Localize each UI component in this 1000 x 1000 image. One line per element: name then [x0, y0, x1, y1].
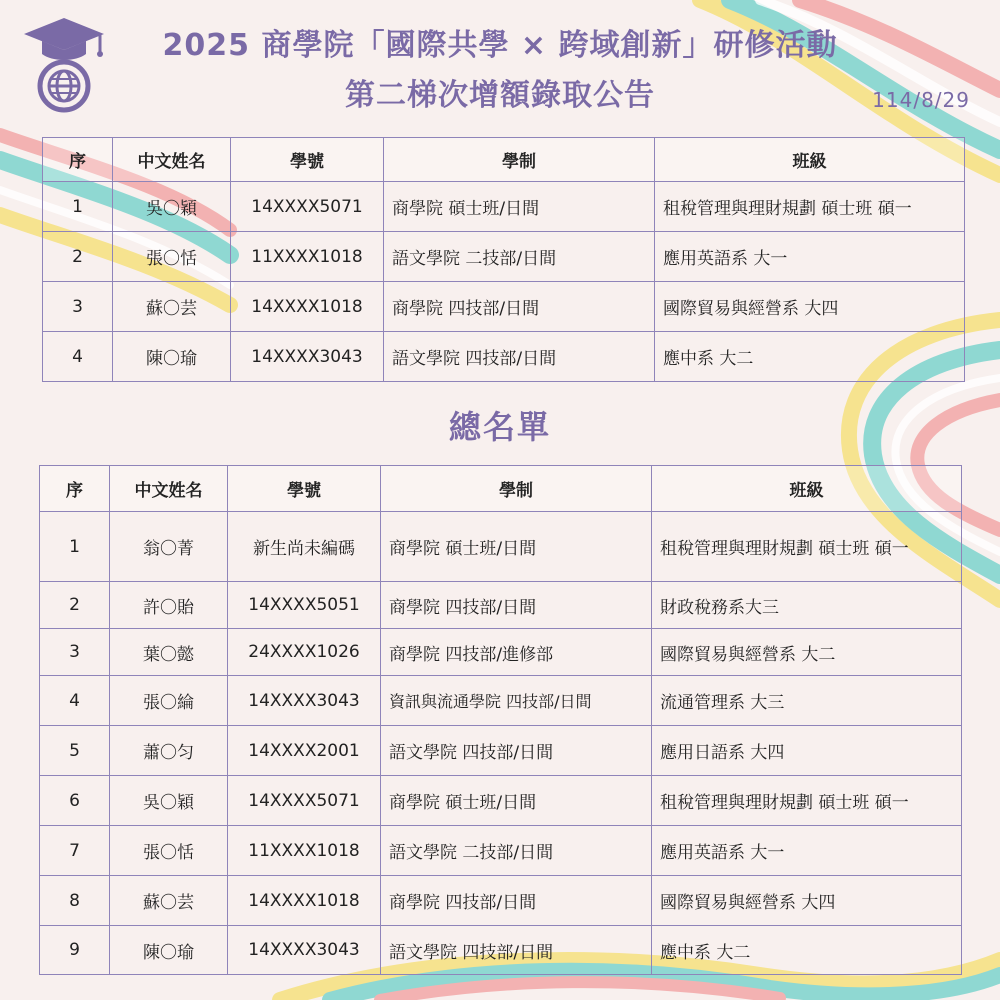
cell-name: 翁〇菁	[110, 512, 228, 582]
cell-no: 6	[40, 776, 110, 826]
cell-name: 蘇〇芸	[113, 282, 231, 332]
column-header-id: 學號	[231, 138, 384, 182]
cell-class: 應用日語系 大四	[652, 726, 962, 776]
master-list-table	[39, 465, 962, 975]
table-header-row	[43, 138, 965, 182]
column-header-program: 學制	[381, 466, 652, 512]
column-header-program: 學制	[384, 138, 655, 182]
table-row	[40, 726, 962, 776]
table-row	[43, 232, 965, 282]
table-header-row	[40, 466, 962, 512]
cell-class: 應中系 大二	[655, 332, 965, 382]
cell-id: 14XXXX1018	[228, 876, 381, 926]
cell-program: 商學院 四技部/日間	[381, 876, 652, 926]
cell-class: 國際貿易與經營系 大四	[655, 282, 965, 332]
cell-program: 語文學院 四技部/日間	[381, 926, 652, 975]
column-header-name: 中文姓名	[110, 466, 228, 512]
cell-id: 14XXXX3043	[228, 676, 381, 726]
cell-no: 7	[40, 826, 110, 876]
cell-program: 商學院 碩士班/日間	[384, 182, 655, 232]
cell-class: 國際貿易與經營系 大二	[652, 629, 962, 676]
cell-no: 3	[40, 629, 110, 676]
column-header-name: 中文姓名	[113, 138, 231, 182]
cell-program: 語文學院 二技部/日間	[381, 826, 652, 876]
cell-no: 2	[40, 582, 110, 629]
cell-no: 1	[40, 512, 110, 582]
cell-no: 8	[40, 876, 110, 926]
page-title: 2025 商學院「國際共學 × 跨域創新」研修活動	[162, 28, 838, 63]
column-header-class: 班級	[652, 466, 962, 512]
cell-program: 商學院 四技部/日間	[384, 282, 655, 332]
announcement-date: 114/8/29	[872, 88, 970, 112]
cell-class: 流通管理系 大三	[652, 676, 962, 726]
cell-id: 14XXXX1018	[231, 282, 384, 332]
graduation-globe-icon	[22, 14, 106, 116]
cell-class: 租稅管理與理財規劃 碩士班 碩一	[652, 512, 962, 582]
cell-class: 應用英語系 大一	[655, 232, 965, 282]
cell-no: 4	[40, 676, 110, 726]
column-header-no: 序	[43, 138, 113, 182]
table-row	[43, 332, 965, 382]
cell-id: 新生尚未編碼	[228, 512, 381, 582]
cell-program: 語文學院 四技部/日間	[384, 332, 655, 382]
table-row	[40, 826, 962, 876]
cell-name: 許〇貽	[110, 582, 228, 629]
table-row	[40, 582, 962, 629]
cell-name: 蕭〇匀	[110, 726, 228, 776]
table-row	[40, 629, 962, 676]
cell-program: 商學院 碩士班/日間	[381, 776, 652, 826]
cell-id: 14XXXX5071	[231, 182, 384, 232]
cell-no: 4	[43, 332, 113, 382]
cell-id: 14XXXX5071	[228, 776, 381, 826]
column-header-class: 班級	[655, 138, 965, 182]
cell-id: 14XXXX3043	[228, 926, 381, 975]
master-list-title: 總名單	[448, 408, 551, 446]
cell-no: 3	[43, 282, 113, 332]
cell-name: 張〇恬	[110, 826, 228, 876]
cell-no: 9	[40, 926, 110, 975]
cell-name: 葉〇懿	[110, 629, 228, 676]
cell-class: 應用英語系 大一	[652, 826, 962, 876]
cell-name: 蘇〇芸	[110, 876, 228, 926]
table-row	[43, 282, 965, 332]
cell-name: 吳〇穎	[113, 182, 231, 232]
page-subtitle: 第二梯次增額錄取公告	[345, 78, 655, 113]
column-header-id: 學號	[228, 466, 381, 512]
table-row	[40, 776, 962, 826]
cell-name: 陳〇瑜	[113, 332, 231, 382]
cell-id: 11XXXX1018	[231, 232, 384, 282]
cell-class: 應中系 大二	[652, 926, 962, 975]
cell-id: 14XXXX2001	[228, 726, 381, 776]
cell-program: 資訊與流通學院 四技部/日間	[381, 676, 652, 726]
cell-no: 2	[43, 232, 113, 282]
cell-id: 14XXXX5051	[228, 582, 381, 629]
table-row	[40, 676, 962, 726]
cell-name: 吳〇穎	[110, 776, 228, 826]
table-row	[43, 182, 965, 232]
cell-program: 語文學院 四技部/日間	[381, 726, 652, 776]
table-row	[40, 876, 962, 926]
cell-program: 商學院 四技部/日間	[381, 582, 652, 629]
cell-no: 5	[40, 726, 110, 776]
column-header-no: 序	[40, 466, 110, 512]
cell-class: 財政稅務系大三	[652, 582, 962, 629]
cell-program: 商學院 碩士班/日間	[381, 512, 652, 582]
table-row	[40, 926, 962, 975]
cell-program: 語文學院 二技部/日間	[384, 232, 655, 282]
additional-admission-table	[42, 137, 965, 382]
cell-name: 張〇綸	[110, 676, 228, 726]
cell-class: 租稅管理與理財規劃 碩士班 碩一	[655, 182, 965, 232]
cell-id: 14XXXX3043	[231, 332, 384, 382]
table-row	[40, 512, 962, 582]
cell-name: 張〇恬	[113, 232, 231, 282]
cell-no: 1	[43, 182, 113, 232]
cell-class: 租稅管理與理財規劃 碩士班 碩一	[652, 776, 962, 826]
cell-program: 商學院 四技部/進修部	[381, 629, 652, 676]
cell-id: 11XXXX1018	[228, 826, 381, 876]
cell-id: 24XXXX1026	[228, 629, 381, 676]
cell-class: 國際貿易與經營系 大四	[652, 876, 962, 926]
cell-name: 陳〇瑜	[110, 926, 228, 975]
